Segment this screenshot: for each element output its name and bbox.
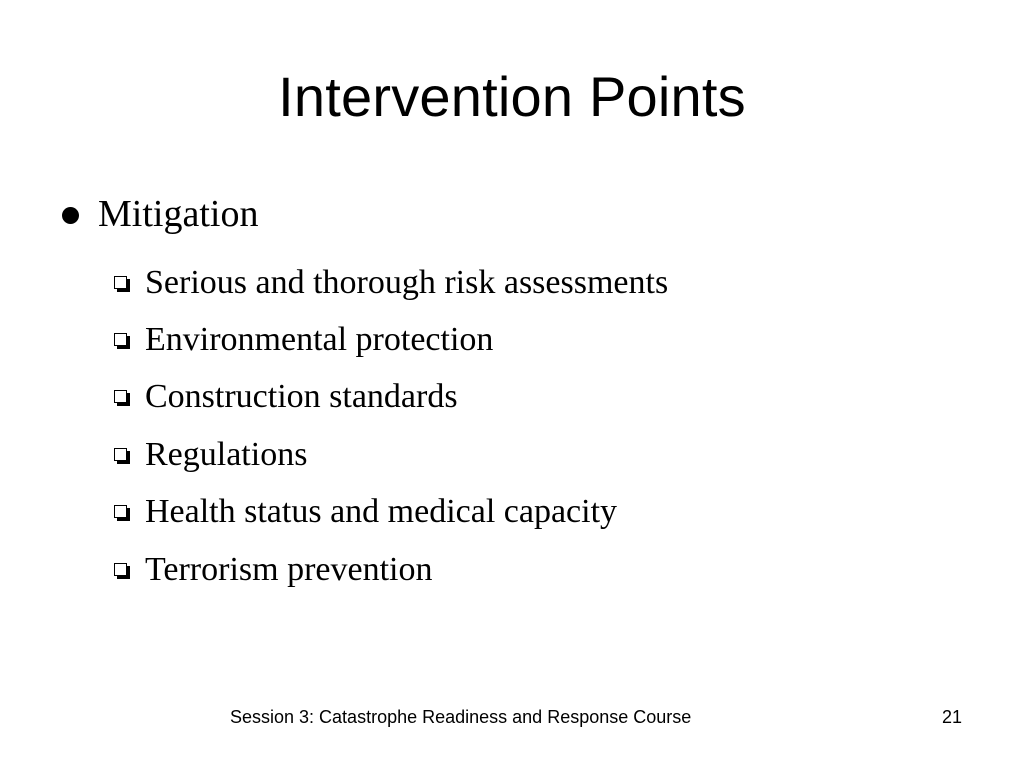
square-bullet-icon: [114, 276, 132, 294]
sub-bullet-item: [114, 541, 668, 598]
sub-bullet-label: Serious and thorough risk assessments: [145, 263, 669, 301]
sub-bullet-item: [114, 484, 668, 541]
square-bullet-icon: [114, 390, 132, 408]
sub-bullet-item: [114, 311, 668, 368]
page-number: 21: [941, 707, 962, 727]
main-bullet-label: Mitigation: [98, 193, 259, 235]
square-bullet-icon: [114, 563, 132, 581]
sub-bullet-label: Construction standards: [145, 378, 458, 416]
sub-bullet-item: [114, 254, 668, 311]
square-bullet-icon: [114, 448, 132, 466]
sub-bullet-item: [114, 426, 668, 483]
sub-bullet-label: Health status and medical capacity: [145, 493, 618, 531]
sub-bullet-list: [114, 254, 668, 598]
square-bullet-icon: [114, 505, 132, 523]
sub-bullet-label: Regulations: [145, 435, 308, 473]
square-bullet-icon: [114, 333, 132, 351]
slide-title: Intervention Points: [278, 65, 746, 128]
filled-circle-bullet-icon: [62, 207, 79, 224]
sub-bullet-item: [114, 369, 668, 426]
sub-bullet-label: Environmental protection: [145, 321, 494, 359]
main-bullet-mitigation: [62, 190, 258, 238]
footer-course-text: Session 3: Catastrophe Readiness and Response Course: [230, 707, 692, 727]
sub-bullet-label: Terrorism prevention: [145, 550, 433, 588]
